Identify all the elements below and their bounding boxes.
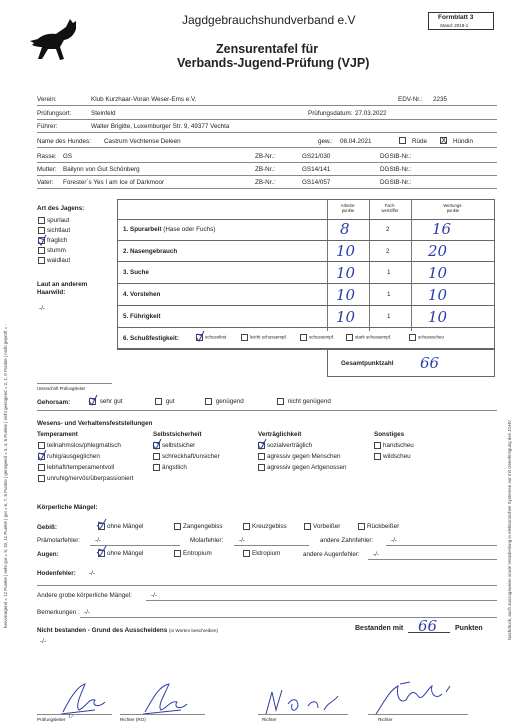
ruhig-check-mark	[36, 448, 48, 462]
org-name: Jagdgebrauchshundverband e.V	[182, 13, 356, 27]
hund-value: Castrum Vechtense Deleen	[104, 138, 181, 145]
sonst-option-0[interactable]: handscheu	[374, 442, 414, 449]
gebiss-option-1[interactable]: Zangengebiss	[174, 523, 223, 530]
fuehrer-value: Walter Brigitte, Luxemburger Str. 9, 49377 Vechta	[91, 123, 230, 130]
vert-title: Verträglichkeit	[258, 431, 302, 438]
vater-label: Vater:	[37, 179, 54, 186]
row-spur-wert: 16	[432, 220, 452, 238]
zb-value-1: GS21/030	[302, 153, 331, 160]
row-vorstehen: 4. Vorstehen	[123, 291, 161, 298]
zb-value-2: GS14/141	[302, 166, 331, 173]
augen-option-1[interactable]: Entropium	[174, 550, 212, 557]
gehorsam-option-3[interactable]: nicht genügend	[277, 398, 331, 405]
row-suche-arbeit: 10	[336, 264, 356, 282]
datum-label: Prüfungsdatum:	[308, 110, 353, 117]
schussfest-check-mark	[194, 329, 206, 343]
verein-value: Klub Kurzhaar-Voran Weser-Ems e.V.	[91, 96, 197, 103]
edv-label: EDV-Nr.:	[398, 96, 423, 103]
vert-option-1[interactable]: agressiv gegen Menschen	[258, 453, 341, 460]
gehorsam-option-2[interactable]: genügend	[205, 398, 244, 405]
augenf-value: -/-	[373, 551, 379, 558]
gesamt-value: 66	[420, 354, 440, 372]
dgstb-label-1: DGStB-Nr.:	[380, 153, 412, 160]
unterschrift-leiter-label: Unterschrift Prüfungsleiter	[37, 386, 86, 391]
temperament-option-2[interactable]: lebhaft/temperamentvoll	[38, 464, 114, 471]
selbst-option-0[interactable]: selbstsicher	[153, 442, 195, 449]
signature-richter-1	[262, 684, 342, 718]
dgstb-label-2: DGStB-Nr.:	[380, 166, 412, 173]
row-fuehrigkeit: 5. Führigkeit	[123, 313, 161, 320]
zb-label-2: ZB-Nr.:	[255, 166, 275, 173]
augenf-label: andere Augenfehler:	[303, 551, 360, 558]
gehorsam-option-1[interactable]: gut	[155, 398, 175, 405]
zb-label-3: ZB-Nr.:	[255, 179, 275, 186]
sig-fragment-1: 1/-	[68, 714, 75, 720]
ort-label: Prüfungsort:	[37, 110, 72, 117]
grob-label: Andere grobe körperliche Mängel:	[37, 592, 132, 599]
augen-option-2[interactable]: Ektropium	[243, 550, 280, 557]
hoden-value: -/-	[89, 570, 95, 577]
page-title-2: Verbands-Jugend-Prüfung (VJP)	[177, 56, 370, 70]
bestanden-label: Bestanden mit	[355, 625, 404, 632]
schuss-option-3[interactable]: stark schussempf.	[346, 334, 391, 341]
rasse-label: Rasse:	[37, 153, 57, 160]
row-suche: 3. Suche	[123, 269, 149, 276]
ruede-checkbox[interactable]	[399, 137, 406, 144]
bem-label: Bemerkungen :	[37, 609, 80, 616]
zahn-value: -/-	[391, 537, 397, 544]
jagen-option-4[interactable]: waidlaut	[38, 257, 70, 264]
laut-title-1: Laut an anderem	[37, 281, 88, 288]
gebiss-check-mark	[95, 517, 109, 531]
jagen-option-2[interactable]: fraglich	[38, 237, 67, 244]
bestanden-value: 66	[418, 617, 438, 635]
row-spur-fach: 2	[386, 226, 390, 233]
datum-value: 27.03.2022	[355, 110, 387, 117]
signature-leiter	[55, 680, 115, 718]
schuss-option-2[interactable]: schussempf.	[300, 334, 334, 341]
gehorsam-label: Gehorsam:	[37, 399, 71, 406]
row-suche-fach: 1	[387, 269, 391, 276]
jagen-title: Art des Jagens:	[37, 205, 85, 212]
gebiss-option-3[interactable]: Vorbeißer	[304, 523, 340, 530]
schuss-option-1[interactable]: leicht schussempf.	[241, 334, 287, 341]
augen-label: Augen:	[37, 551, 59, 558]
mutter-value: Bailynn von Gut Schönberg	[63, 166, 140, 173]
row-vorstehen-fach: 1	[387, 291, 391, 298]
hund-label: Name des Hundes:	[37, 138, 91, 145]
form-status: Stand: 2018-1	[440, 23, 469, 28]
zb-value-3: GS14/057	[302, 179, 331, 186]
col-arbeit-header: Arbeits- punkte	[340, 203, 356, 213]
row-nase-wert: 20	[428, 242, 448, 260]
row-vorstehen-wert: 10	[428, 286, 448, 304]
hoden-label: Hodenfehler:	[37, 570, 76, 577]
molar-label: Molarfehler:	[190, 537, 224, 544]
selbstsicher-check-mark	[151, 437, 163, 451]
sehr-gut-check-mark	[87, 393, 99, 407]
sig-label-leiter: Prüfungsleiter	[37, 717, 66, 722]
vert-option-2[interactable]: agressiv gegen Artgenossen	[258, 464, 346, 471]
jagen-option-0[interactable]: spurlaut	[38, 217, 69, 224]
page-title-1: Zensurentafel für	[216, 42, 319, 56]
punkten-label: Punkten	[455, 625, 483, 632]
jagen-option-3[interactable]: stumm	[38, 247, 66, 254]
row-fuehrigkeit-fach: 1	[387, 313, 391, 320]
gehorsam-option-0[interactable]: sehr gut	[89, 398, 123, 405]
edv-value: 2235	[433, 96, 448, 103]
selbst-option-1[interactable]: schreckhaft/unsicher	[153, 453, 220, 460]
verein-label: Verein:	[37, 96, 57, 103]
selbst-title: Selbstsicherheit	[153, 431, 202, 438]
row-suche-wert: 10	[428, 264, 448, 282]
sig-label-richter-ro: Richter (RO)	[120, 717, 146, 722]
vert-option-0[interactable]: sozialverträglich	[258, 442, 312, 449]
signature-richter-ro	[135, 680, 195, 718]
jagen-option-1[interactable]: sichtlaut	[38, 227, 70, 234]
augen-option-0[interactable]: ohne Mängel	[98, 550, 143, 557]
ruede-label: Rüde	[412, 138, 428, 145]
gew-value: 08.04.2021	[340, 138, 372, 145]
temperament-option-1[interactable]: ruhig/ausgeglichen	[38, 453, 100, 460]
fuehrer-label: Führer:	[37, 123, 58, 130]
sonst-title: Sonstiges	[374, 431, 405, 438]
nicht-value: -/-	[40, 638, 46, 645]
huendin-mark: X	[441, 136, 447, 145]
left-scale-legend: hervorragend = 12 Punkte | sehr gut = 9, 10, 11 Punkte | gut = 6, 7, 8 Punkte | genügend = 3, 4, 5 Punkte | nicht genügend = 2, 1, 0 Punkte | nicht geprüft = -	[3, 324, 8, 628]
form-label: Formblatt 3	[438, 14, 474, 21]
gebiss-option-2[interactable]: Kreuzgebiss	[243, 523, 287, 530]
temperament-option-3[interactable]: unruhig/nervös/überpassioniert	[38, 475, 133, 482]
col-fach-header: Fach- wertziffer	[381, 203, 399, 213]
gesamt-label: Gesamtpunktzahl	[341, 360, 394, 367]
praemolar-label: Prämolarfehler:	[37, 537, 81, 544]
row-spur-arbeit: 8	[340, 220, 350, 238]
dgstb-label-3: DGStB-Nr.:	[380, 179, 412, 186]
row-fuehrigkeit-wert: 10	[428, 308, 448, 326]
huendin-label: Hündin	[453, 138, 473, 145]
row-nase: 2. Nasengebrauch	[123, 248, 178, 255]
row-spur: 1. Spurarbeit (Hase oder Fuchs)	[123, 226, 216, 233]
rasse-value: GS	[63, 153, 73, 160]
signature-richter-2	[370, 680, 460, 718]
temperament-title: Temperament	[37, 431, 78, 438]
vater-value: Forester´s Yes I am Ice of Darkmoor	[63, 179, 165, 186]
laut-title-2: Haarwild:	[37, 289, 66, 296]
row-nase-arbeit: 10	[336, 242, 356, 260]
right-copyright-note: Nachdruck, auch auszugsweise sowie Verarbeitung in elektronischen Systemen nur mit Genehmigung des JGHV	[507, 420, 512, 640]
gew-label: gew.:	[318, 138, 333, 145]
nicht-bestanden: Nicht bestanden - Grund des Ausscheidens (in Worten beschreiben)	[37, 627, 218, 634]
gebiss-label: Gebiß:	[37, 524, 57, 531]
gebiss-option-4[interactable]: Rückbeißer	[358, 523, 399, 530]
praemolar-value: -/-	[95, 537, 101, 544]
zb-label-1: ZB-Nr.:	[255, 153, 275, 160]
bem-value: -/-	[84, 609, 90, 616]
row-fuehrigkeit-arbeit: 10	[336, 308, 356, 326]
ort-value: Steinfeld	[91, 110, 116, 117]
mutter-label: Mutter:	[37, 166, 57, 173]
augen-check-mark	[95, 544, 109, 558]
grob-value: -/-	[151, 592, 157, 599]
row-nase-fach: 2	[386, 248, 390, 255]
form-number-box	[428, 12, 494, 30]
molar-value: -/-	[239, 537, 245, 544]
sig-label-richter-2: Richter	[378, 717, 393, 722]
temperament-option-0[interactable]: teilnahmslos/phlegmatisch	[38, 442, 121, 449]
sozial-check-mark	[256, 437, 268, 451]
wesen-title: Wesens- und Verhaltensfeststellungen	[37, 420, 153, 427]
selbst-option-2[interactable]: ängstlich	[153, 464, 187, 471]
dog-logo	[26, 13, 86, 65]
sig-label-richter-1: Richter	[262, 717, 277, 722]
schuss-option-4[interactable]: schussscheu	[409, 334, 444, 341]
gebiss-option-0[interactable]: ohne Mängel	[98, 523, 143, 530]
schuss-option-0[interactable]: schussfest	[196, 334, 226, 341]
zahn-label: andere Zahnfehler:	[320, 537, 374, 544]
col-wert-header: Wertungs- punkte	[443, 203, 463, 213]
sonst-option-1[interactable]: wildscheu	[374, 453, 411, 460]
laut-value: -/-	[39, 305, 45, 312]
koerper-title: Körperliche Mängel:	[37, 504, 98, 511]
row-schuss: 6. Schußfestigkeit:	[123, 335, 179, 342]
row-vorstehen-arbeit: 10	[336, 286, 356, 304]
fraglich-check-mark	[36, 233, 48, 247]
